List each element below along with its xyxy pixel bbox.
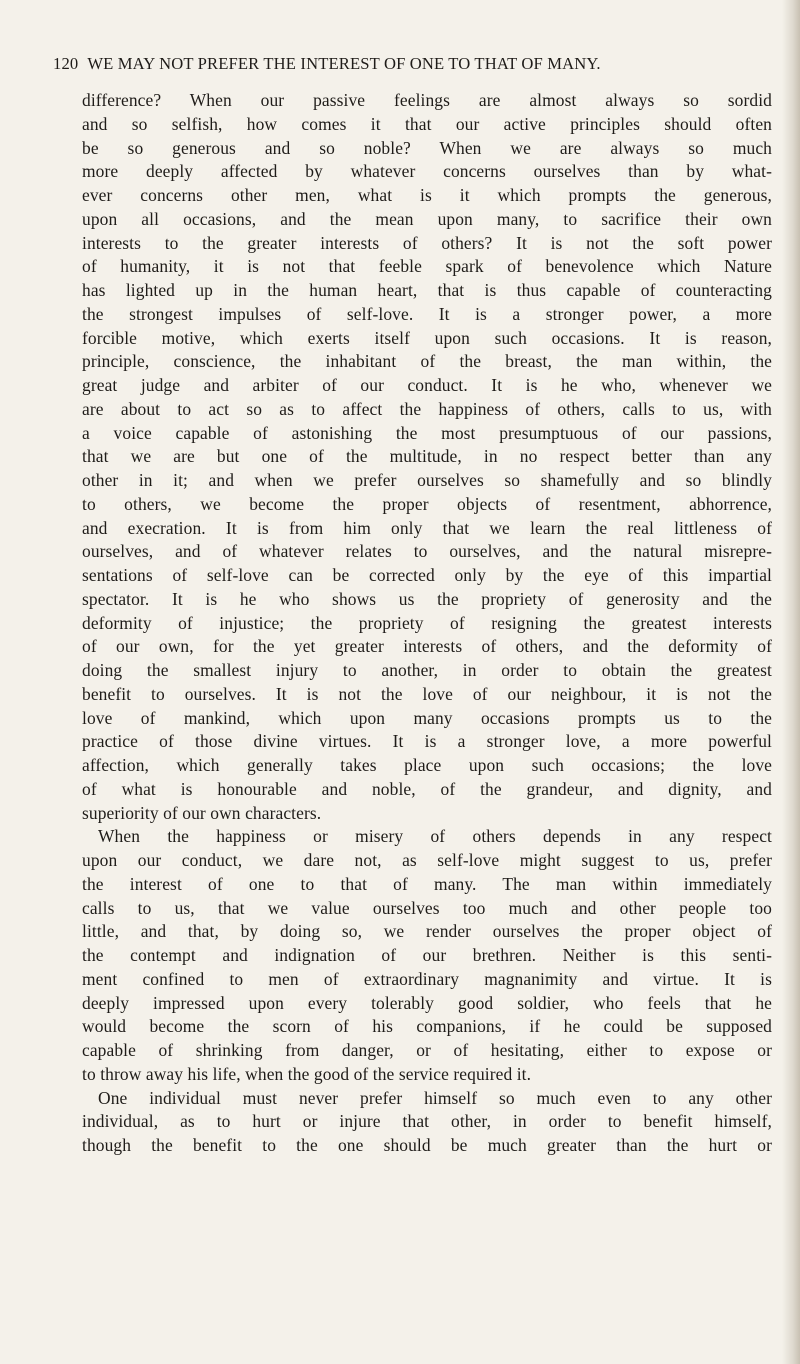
text-line: practice of those divine virtues. It is a stronger love, a more powerful	[82, 731, 772, 752]
page-edge-shadow	[782, 0, 800, 1364]
text-line: and so selfish, how comes it that our active principles should often	[82, 113, 772, 134]
text-line: doing the smallest injury to another, in order to obtain the greatest	[82, 660, 772, 680]
text-line: would become the scorn of his companions, if he could be supposed	[82, 1016, 772, 1037]
running-header	[53, 54, 777, 74]
text-line: the interest of one to that of many. The man within immediately	[82, 873, 772, 894]
body-text	[82, 89, 772, 1158]
text-line: more deeply affected by whatever concerns ourselves than by what-	[82, 161, 772, 182]
text-line: interests to the greater interests of others? It is not the soft power	[82, 232, 772, 253]
running-head-title: WE MAY NOT PREFER THE INTEREST OF ONE TO THAT OF MANY.	[87, 54, 601, 73]
text-line: a voice capable of astonishing the most presumptuous of our passions,	[82, 422, 772, 443]
text-line: individual, as to hurt or injure that other, in order to benefit himself,	[82, 1111, 772, 1132]
text-line: deeply impressed upon every tolerably good soldier, who feels that he	[82, 992, 772, 1013]
text-line: that we are but one of the multitude, in no respect better than any	[82, 446, 772, 467]
text-line: great judge and arbiter of our conduct. It is he who, whenever we	[82, 375, 772, 395]
text-line: ourselves, and of whatever relates to ourselves, and the natural misrepre-	[82, 541, 772, 562]
text-line: sentations of self-love can be corrected only by the eye of this impartial	[82, 565, 772, 585]
text-line: of humanity, it is not that feeble spark of benevolence which Nature	[82, 256, 772, 277]
text-line: ever concerns other men, what is it which prompts the generous,	[82, 185, 772, 205]
text-line: ment confined to men of extraordinary magnanimity and virtue. It is	[82, 968, 772, 989]
text-line: capable of shrinking from danger, or of hesitating, either to expose or	[82, 1040, 772, 1060]
text-line: the strongest impulses of self-love. It is a stronger power, a more	[82, 303, 772, 324]
text-line: spectator. It is he who shows us the propriety of generosity and the	[82, 588, 772, 609]
text-line: upon all occasions, and the mean upon many, to sacrifice their own	[82, 208, 772, 229]
text-line: though the benefit to the one should be much greater than the hurt or	[82, 1135, 772, 1155]
text-line: has lighted up in the human heart, that is thus capable of counteracting	[82, 280, 772, 300]
text-line: to throw away his life, when the good of the service required it.	[82, 1063, 532, 1084]
text-line: When the happiness or misery of others depends in any respect	[98, 826, 772, 847]
text-line: be so generous and so noble? When we are always so much	[82, 137, 772, 158]
text-line: calls to us, that we value ourselves too much and other people too	[82, 897, 772, 918]
text-line: of what is honourable and noble, of the grandeur, and dignity, and	[82, 778, 772, 799]
text-line: to others, we become the proper objects of resentment, abhorrence,	[82, 493, 772, 514]
text-line: One individual must never prefer himself so much even to any other	[98, 1087, 772, 1108]
text-line: benefit to ourselves. It is not the love of our neighbour, it is not the	[82, 683, 772, 704]
text-line: of our own, for the yet greater interests of others, and the deformity of	[82, 636, 772, 657]
text-line: little, and that, by doing so, we render ourselves the proper object of	[82, 921, 772, 942]
text-line: the contempt and indignation of our brethren. Neither is this senti-	[82, 945, 772, 965]
text-line: forcible motive, which exerts itself upon such occasions. It is reason,	[82, 327, 772, 348]
text-line: principle, conscience, the inhabitant of the breast, the man within, the	[82, 351, 772, 372]
text-line: love of mankind, which upon many occasions prompts us to the	[82, 707, 772, 728]
text-line: are about to act so as to affect the happiness of others, calls to us, with	[82, 398, 772, 419]
text-line: difference? When our passive feelings are almost always so sordid	[82, 90, 772, 110]
text-line: and execration. It is from him only that we learn the real littleness of	[82, 517, 772, 538]
text-line: affection, which generally takes place upon such occasions; the love	[82, 755, 772, 775]
text-line: upon our conduct, we dare not, as self-love might suggest to us, prefer	[82, 850, 772, 870]
text-line: superiority of our own characters.	[82, 802, 322, 823]
text-line: deformity of injustice; the propriety of resigning the greatest interests	[82, 612, 772, 633]
page-number: 120	[53, 54, 79, 73]
text-line: other in it; and when we prefer ourselves so shamefully and so blindly	[82, 470, 772, 490]
